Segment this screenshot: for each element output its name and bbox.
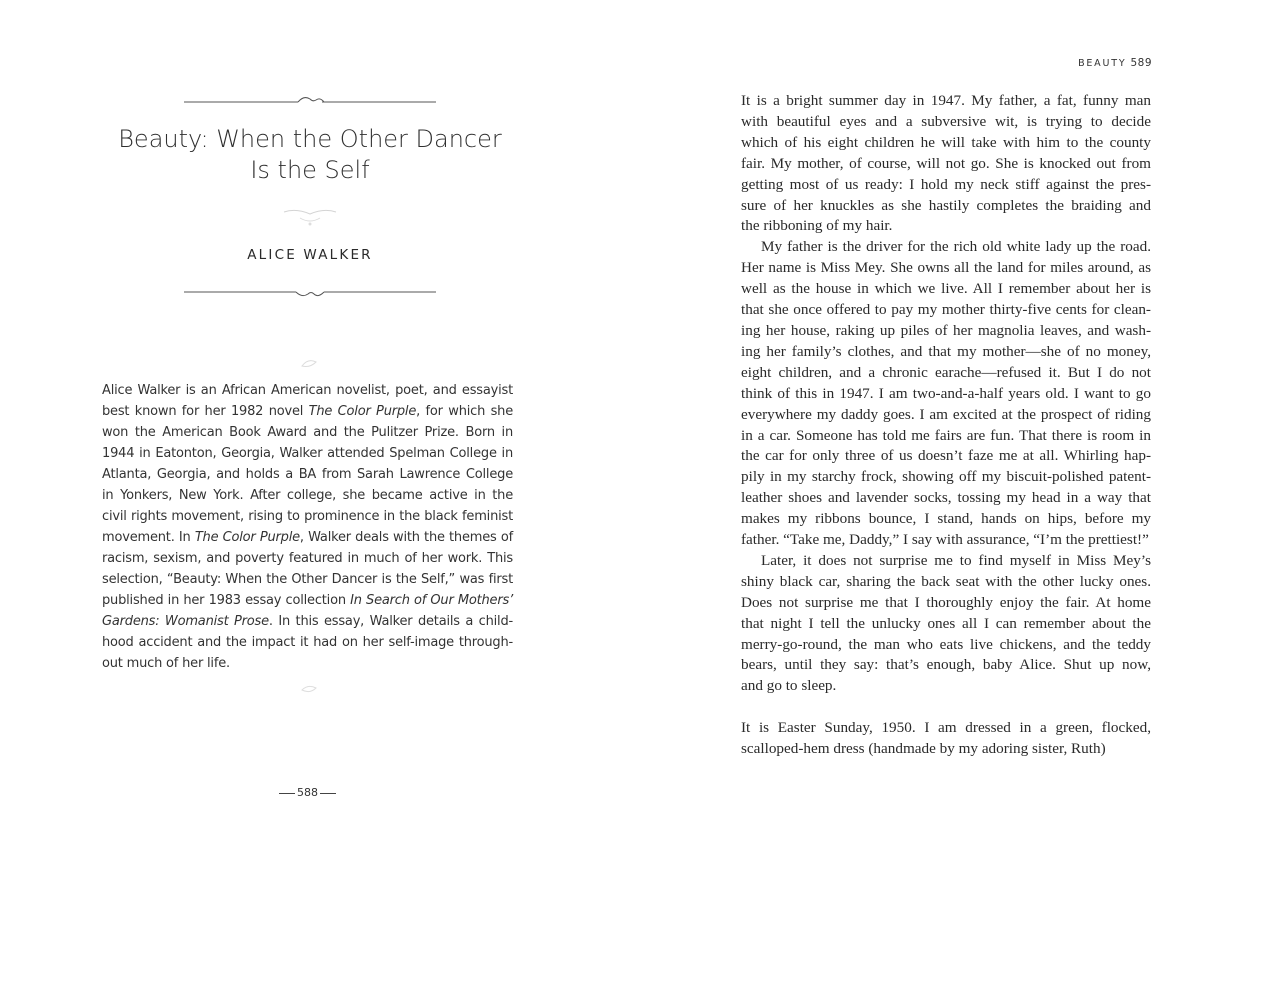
section-break (741, 697, 1151, 718)
intro-line: hood accident and the impact it had on her self-image through- (102, 635, 513, 650)
right-page (640, 0, 1280, 989)
faint-flourish-icon (282, 206, 338, 228)
bottom-author-rule-ornament (184, 286, 436, 300)
essay-line: My father is the driver for the rich old white lady up the road. (761, 238, 1151, 256)
essay-line: sure of her knuckles as she hastily completes the braiding and (741, 196, 1151, 214)
intro-line: Atlanta, Georgia, and holds a BA from Sarah Lawrence College (102, 467, 513, 482)
essay-line: the ribboning of my hair. (741, 217, 893, 235)
essay-line: well as the house in which we live. All I remember about her is (741, 280, 1151, 298)
essay-line: eight children, and a chronic earache—refused it. But I do not (741, 363, 1151, 381)
intro-line: Alice Walker is an African American novelist, poet, and essayist (102, 383, 513, 398)
essay-body-text (741, 91, 1151, 760)
essay-line: leather shoes and lavender socks, tossing my head in a way that (741, 489, 1151, 507)
intro-line: movement. In The Color Purple, Walker deals with the themes of (102, 530, 513, 545)
right-page-number: 589 (1130, 57, 1152, 69)
running-head (1078, 57, 1152, 69)
essay-line: It is a bright summer day in 1947. My father, a fat, funny man (741, 92, 1151, 109)
running-head-title: BEAUTY (1078, 58, 1127, 69)
essay-line: bears, until they say: that’s enough, baby Alice. Shut up now, (741, 656, 1151, 674)
intro-line: best known for her 1982 novel The Color Purple, for which she (102, 404, 513, 419)
essay-line: father. “Take me, Daddy,” I say with assurance, “I’m the prettiest!” (741, 531, 1149, 549)
essay-line: Her name is Miss Mey. She owns all the land for miles around, as (741, 259, 1151, 277)
essay-line: which of his eight children he will take with him to the county (741, 133, 1151, 151)
essay-line: ing her family’s clothes, and that my mother—she of no money, (741, 342, 1151, 360)
essay-line: shiny black car, sharing the back seat with the other lucky ones. (741, 572, 1151, 590)
intro-line: racism, sexism, and poverty featured in much of her work. This (102, 551, 513, 566)
essay-line: the car for only three of us doesn’t faze me at all. Whirling hap- (741, 447, 1151, 465)
book-title: In Search of Our Mothers’ (350, 593, 513, 608)
intro-line: won the American Book Award and the Pulitzer Prize. Born in (102, 425, 513, 440)
book-title: The Color Purple (308, 404, 417, 419)
top-title-rule-ornament (184, 93, 436, 107)
chapter-title (110, 124, 510, 186)
essay-line: everywhere my daddy goes. I am excited at the prospect of riding (741, 405, 1151, 423)
book-title: Gardens: Womanist Prose (102, 614, 269, 629)
essay-line: Later, it does not surprise me to find myself in Miss Mey’s (761, 551, 1151, 569)
essay-line: in a car. Someone has told me fairs are fun. That there is room in (741, 426, 1151, 444)
essay-line: that she once offered to pay my mother thirty-five cents for clean- (741, 301, 1151, 319)
left-page-number: 588 (270, 786, 345, 799)
intro-line: 1944 in Eatonton, Georgia, Walker attended Spelman College in (102, 446, 513, 461)
intro-line: published in her 1983 essay collection In Search of Our Mothers’ (102, 593, 513, 608)
intro-line: in Yonkers, New York. After college, she became active in the (102, 488, 513, 503)
essay-line: fair. My mother, of course, will not go. She is knocked out from (741, 154, 1151, 172)
essay-line: pily in my starchy frock, showing off my biscuit-polished patent- (741, 468, 1151, 486)
intro-line: civil rights movement, rising to prominence in the black feminist (102, 509, 513, 524)
essay-line: with beautiful eyes and a subversive wit, is trying to decide (741, 112, 1151, 130)
essay-line: It is Easter Sunday, 1950. I am dressed in a green, flocked, (741, 719, 1151, 737)
essay-line: Does not surprise me that I thoroughly enjoy the fair. At home (741, 593, 1151, 611)
essay-line: ing her house, raking up piles of her magnolia leaves, and wash- (741, 321, 1151, 339)
chapter-title-line: Is the Self (250, 156, 370, 184)
essay-line: getting most of us ready: I hold my neck stiff against the pres- (741, 175, 1151, 193)
essay-line: think of this in 1947. I am two-and-a-half years old. I want to go (741, 384, 1151, 402)
author-name: ALICE WALKER (247, 247, 373, 263)
chapter-title-line: Beauty: When the Other Dancer (118, 125, 502, 153)
intro-line: Gardens: Womanist Prose. In this essay, Walker details a child- (102, 614, 513, 629)
essay-line: scalloped-hem dress (handmade by my adoring sister, Ruth) (741, 740, 1106, 758)
intro-line: selection, “Beauty: When the Other Dancer is the Self,” was first (102, 572, 513, 587)
faint-leaf-icon (298, 682, 320, 698)
intro-line: out much of her life. (102, 656, 230, 671)
author-intro-paragraph (102, 380, 513, 674)
essay-line: makes my ribbons bounce, I stand, hands on hips, before my (741, 510, 1151, 528)
essay-line: merry-go-round, the man who eats live chickens, and the teddy (741, 635, 1151, 653)
essay-line: that night I tell the unlucky ones all I can remember about the (741, 614, 1151, 632)
faint-leaf-icon (298, 356, 320, 372)
book-title: The Color Purple (194, 530, 300, 545)
essay-line: and go to sleep. (741, 677, 837, 695)
